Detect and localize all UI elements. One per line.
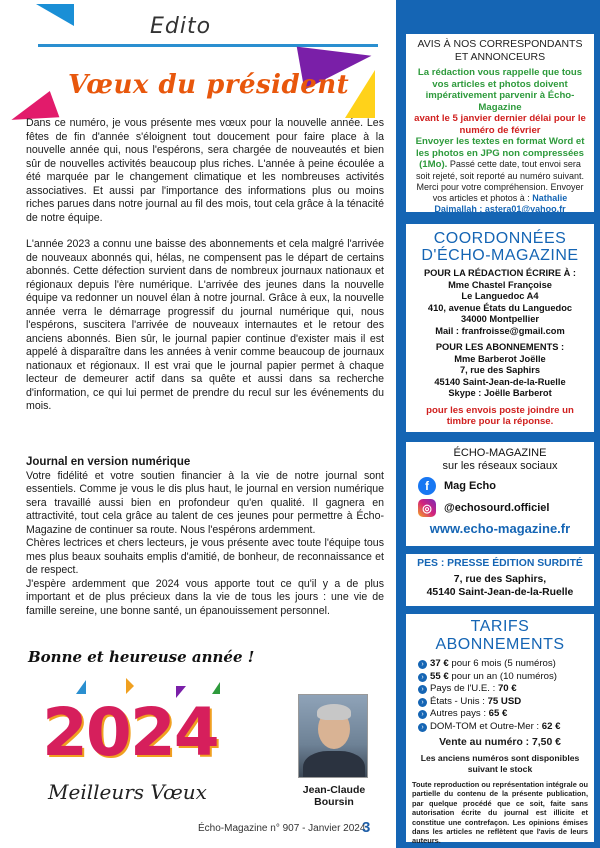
facebook-link[interactable]: f Mag Echo <box>418 475 588 497</box>
abonnements-line: 7, rue des Saphirs <box>459 365 541 375</box>
paragraph: Votre fidélité et votre soutien financier à la vie de notre journal sont essentiels. Comme je vous le dis plus haut, le journal en version numérique sera travaillé aussi bien en profondeur qu'en qualité. Il gagnera en attractivité, tout cela grâce au talent de ces jeunes pour permettre à Écho-Magazine de continuer sa route. Nous l'espérons ardemment. <box>26 469 384 536</box>
tarif-row: › 37 € pour 6 mois (5 numéros) <box>418 658 588 671</box>
chevron-right-icon: › <box>418 660 427 669</box>
chevron-right-icon: › <box>418 723 427 732</box>
facebook-icon: f <box>418 477 436 495</box>
greeting: Bonne et heureuse année ! <box>28 648 255 666</box>
notice-panel <box>406 34 594 212</box>
tarif-row: › 55 € pour un an (10 numéros) <box>418 671 588 684</box>
decor-triangle-yellow <box>345 70 375 118</box>
tarifs-title: TARIFS ABONNEMENTS <box>435 618 565 653</box>
abonnements-heading: POUR LES ABONNEMENTS : <box>435 342 565 352</box>
redaction-line: 410, avenue États du Languedoc <box>427 302 573 313</box>
page-title: Vœux du président <box>68 70 350 100</box>
tarifs-panel <box>406 614 594 846</box>
confetti-shape <box>212 682 220 694</box>
instagram-link[interactable]: ◎ @echosourd.officiel <box>418 497 588 519</box>
website-link[interactable]: www.echo-magazine.fr <box>429 521 571 536</box>
abonnements-skype: Skype : Joëlle Barberot <box>448 388 552 398</box>
year-number: 2024 <box>42 694 218 771</box>
redaction-line: 34000 Montpellier <box>460 314 540 324</box>
tarif-row: › États - Unis : 75 USD <box>418 696 588 709</box>
social-subtitle: sur les réseaux sociaux <box>442 459 558 472</box>
abonnements-line: Mme Barberot Joëlle <box>454 353 546 364</box>
redaction-email: Mail : franfroisse@gmail.com <box>435 325 565 336</box>
tarif-row: › Pays de l'U.E. : 70 € <box>418 683 588 696</box>
notice-body: Envoyer les textes en format Word et les photos en JPG non compressées (1Mo). Passé cette date, tout envoi sera soit rejeté, soit reporté au numéro suivant. Merci pour votre compréhension. Envoyer vos articles et photos à : Nathalie Daimallah : astera01@yahoo.fr <box>415 136 585 214</box>
chevron-right-icon: › <box>418 710 427 719</box>
legal-notice: Toute reproduction ou représentation intégrale ou partielle du contenu de la présente publication, par quelque procédé que ce soit, faite sans autorisation écrite du journal est illicite et constitue une contrefaçon. Les opinions émises dans les articles ne reflètent que l'avis de leurs auteurs. <box>412 780 588 846</box>
pes-address-line: 45140 Saint-Jean-de-la-Ruelle <box>426 587 574 598</box>
tarif-row: › DOM-TOM et Outre-Mer : 62 € <box>418 721 588 734</box>
new-year-graphic <box>36 676 232 816</box>
confetti-shape <box>126 678 134 694</box>
subheading: Journal en version numérique <box>26 456 191 468</box>
redaction-line: Le Languedoc A4 <box>461 291 539 301</box>
paragraph: Chères lectrices et chers lecteurs, je vous présente avec toute l'équipe tous mes plus beaux souhaits emplis d'amitié, de bonheur, de reconnaissance et de respect. <box>26 537 384 576</box>
single-issue-price: Vente au numéro : 7,50 € <box>439 737 561 748</box>
chevron-right-icon: › <box>418 685 427 694</box>
year-script: Meilleurs Vœux <box>48 780 207 804</box>
social-panel <box>406 442 594 546</box>
coordinates-panel <box>406 224 594 432</box>
paragraph: J'espère ardemment que 2024 vous apporte tout ce qu'il y a de plus important et de plus précieux dans la vie de tous les jours : une vie de famille sereine, une bonne santé, un épanouissement personnel. <box>26 577 384 617</box>
confetti-shape <box>76 680 86 694</box>
chevron-right-icon: › <box>418 698 427 707</box>
paragraph: L'année 2023 a connu une baisse des abonnements et cela malgré l'arrivée de nouveaux abonnés qui, hélas, ne compensent pas le départ de certains abonnés. Cette défection survient dans de nombreux journaux nationaux et régionaux depuis l'ère numérique. L'arrivée des jeunes dans la nouvelle équipe va redonner un nouvel élan à notre journal. Grâce à eux, la nouvelle année verra le démarrage progressif du journal numérique qui, nous l'espérons, suscitera l'arrivée de nouveaux internautes et le retour des anciens abonnés. Bien sûr, le journal papier continue d'exister mais il est appelé à disparaître dans les années à venir comme beaucoup de journaux nationaux et régionaux. Il est vrai que le journal papier permet à chaque lecteur de demeurer actif dans sa quête et aussi dans sa recherche d'information, ce qui lui permet de prendre du recul sur les événements du mois. <box>26 238 384 412</box>
redaction-heading: POUR LA RÉDACTION ÉCRIRE À : <box>423 268 577 278</box>
page-number: 3 <box>362 819 371 836</box>
decor-triangle-blue <box>36 4 74 26</box>
edito-body-part-2 <box>26 456 384 618</box>
page-footer: Écho-Magazine n° 907 - Janvier 2024 <box>198 823 366 834</box>
stamp-note: pour les envois poste joindre un timbre pour la réponse. <box>426 404 574 427</box>
author-photo <box>298 694 368 778</box>
coordinates-title: COORDONNÉES D'ÉCHO-MAGAZINE <box>421 230 579 264</box>
back-issues-note: Les anciens numéros sont disponibles suivant le stock <box>420 753 580 774</box>
abonnements-line: 45140 Saint-Jean-de-la-Ruelle <box>434 376 566 387</box>
redaction-line: Mme Chastel Françoise <box>448 279 552 290</box>
chevron-right-icon: › <box>418 673 427 682</box>
sidebar <box>396 0 600 848</box>
notice-heading: AVIS À NOS CORRESPONDANTS ET ANNONCEURS <box>417 38 583 63</box>
pes-panel <box>406 554 594 606</box>
tarif-row: › Autres pays : 65 € <box>418 708 588 721</box>
notice-deadline: avant le 5 janvier dernier délai pour le numéro de février <box>414 113 586 136</box>
paragraph: Dans ce numéro, je vous présente mes vœux pour la nouvelle année. Les fêtes de fin d'année s'éloignent tout doucement pour faire place à la nouvelle année qui, nous l'espérons, sera chargée de nouveautés et bien sûr de nouvelles activités beaucoup plus riches. L'année à peine écoulée a été marquée par le changement climatique et les nombreuses activités associatives. Et aussi par l'importance des informations plus ou moins riches parues dans notre journal au fil des mois, tout cela grâce à la ténacité de notre équipe. <box>26 117 384 224</box>
edito-body-part-1 <box>26 117 384 414</box>
instagram-icon: ◎ <box>418 499 436 517</box>
section-label: Edito <box>150 14 212 39</box>
pes-title: PES : PRESSE ÉDITION SURDITÉ <box>417 558 583 569</box>
notice-green-1: La rédaction vous rappelle que tous vos articles et photos doivent impérativement parvenir à Écho-Magazine <box>417 67 583 113</box>
author-name: Jean-Claude Boursin <box>302 784 366 808</box>
social-title: ÉCHO-MAGAZINE <box>453 447 547 459</box>
pes-address-line: 7, rue des Saphirs, <box>453 574 547 585</box>
